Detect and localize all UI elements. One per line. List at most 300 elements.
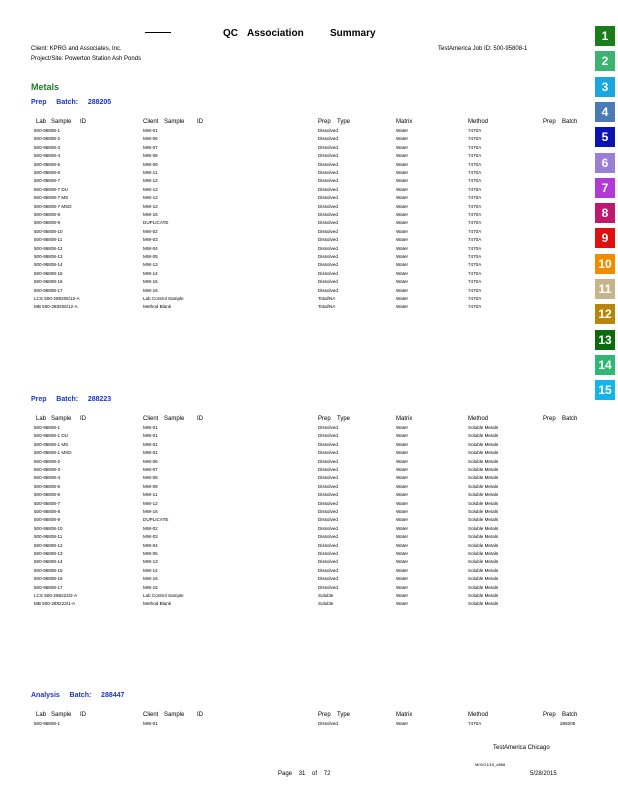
section-title-metals: Metals bbox=[31, 82, 60, 92]
table-row bbox=[0, 169, 600, 176]
cell-method: 7470A bbox=[468, 186, 482, 192]
section-tab-5[interactable]: 5 bbox=[595, 127, 615, 147]
cell-matrix: Water bbox=[396, 228, 409, 234]
batch-type: Analysis bbox=[31, 692, 60, 699]
cell-lab: 500-95808-8 bbox=[34, 212, 61, 217]
cell-method: Soluble Metals bbox=[468, 517, 499, 523]
cell-prep: Dissolved bbox=[318, 721, 338, 726]
cell-client: MW-01 bbox=[143, 128, 158, 133]
cell-client: MW-14 bbox=[143, 567, 158, 573]
cell-client: MW-15 bbox=[143, 287, 158, 293]
cell-method: 7470A bbox=[468, 304, 482, 310]
cell-matrix: Water bbox=[396, 584, 409, 590]
cell-lab: 500-95808-7 MSD bbox=[34, 203, 72, 209]
column-header-lab: Lab bbox=[36, 712, 47, 718]
cell-lab: 500-95808-4 bbox=[34, 153, 61, 159]
column-header-type: Type bbox=[337, 119, 351, 125]
section-tab-12[interactable]: 12 bbox=[595, 304, 615, 324]
table-row bbox=[0, 135, 600, 142]
cell-method: 7470A bbox=[468, 287, 482, 293]
cell-client: MW-05 bbox=[143, 551, 158, 556]
column-header-sample: Sample bbox=[51, 119, 72, 125]
cell-lab: 500-95808-14 bbox=[34, 559, 63, 565]
cell-method: Soluble Metals bbox=[468, 467, 499, 472]
cell-matrix: Water bbox=[396, 128, 409, 133]
cell-client: MW-12 bbox=[143, 203, 158, 209]
cell-prep: Dissolved bbox=[318, 500, 338, 506]
cell-method: Soluble Metals bbox=[468, 534, 499, 540]
cell-matrix: Water bbox=[396, 576, 409, 582]
table-row bbox=[0, 542, 600, 549]
table-row bbox=[0, 177, 600, 184]
cell-matrix: Water bbox=[396, 567, 409, 573]
cell-method: Soluble Metals bbox=[468, 576, 499, 582]
title-qc: QC bbox=[223, 28, 238, 39]
section-tab-4[interactable]: 4 bbox=[595, 102, 615, 122]
cell-client: MW-01 bbox=[143, 441, 158, 447]
cell-lab: 500-95808-11 bbox=[34, 237, 63, 243]
cell-lab: 500-95808-17 bbox=[34, 584, 63, 590]
cell-lab: 500-95808-13 bbox=[34, 551, 63, 556]
cell-method: 7470A bbox=[468, 195, 482, 201]
table-row bbox=[0, 236, 600, 243]
cell-client: Lab Control Sample bbox=[143, 296, 184, 301]
cell-prep: Dissolved bbox=[318, 425, 338, 430]
cell-matrix: Water bbox=[396, 534, 409, 540]
column-header-client-id: ID bbox=[197, 119, 203, 125]
cell-client: MW-15 bbox=[143, 576, 158, 582]
cell-method: Soluble Metals bbox=[468, 483, 499, 489]
table-row bbox=[0, 500, 600, 507]
column-header-client: Client bbox=[143, 712, 159, 718]
cell-method: 7470A bbox=[468, 153, 482, 159]
cell-matrix: Water bbox=[396, 287, 409, 293]
table-row bbox=[0, 186, 600, 193]
cell-prep: Dissolved bbox=[318, 178, 338, 184]
cell-prep: Dissolved bbox=[318, 467, 338, 472]
batch-number: 288447 bbox=[101, 692, 125, 699]
cell-lab: 500-95808-4 bbox=[34, 475, 61, 481]
column-header-id: ID bbox=[80, 119, 86, 125]
cell-matrix: Water bbox=[396, 441, 409, 447]
cell-prep: Dissolved bbox=[318, 584, 338, 590]
table-row bbox=[0, 194, 600, 201]
cell-lab: 500-95808-2 bbox=[34, 136, 61, 142]
cell-method: Soluble Metals bbox=[468, 475, 499, 481]
column-header-id: ID bbox=[80, 416, 86, 422]
cell-lab: 500-95808-5 bbox=[34, 161, 61, 167]
cell-lab: 500-95808-17 bbox=[34, 287, 63, 293]
column-header-client: Client bbox=[143, 119, 159, 125]
column-header-prep: Prep bbox=[318, 119, 331, 125]
cell-client: MW-12 bbox=[143, 178, 158, 184]
column-header-sample: Sample bbox=[51, 416, 72, 422]
section-tab-1[interactable]: 1 bbox=[595, 26, 615, 46]
cell-matrix: Water bbox=[396, 195, 409, 201]
cell-client: Lab Control Sample bbox=[143, 593, 184, 598]
cell-lab: 500-95808-7 MS bbox=[34, 195, 69, 201]
cell-lab: 500-95808-6 bbox=[34, 170, 61, 175]
cell-client: MW-08 bbox=[143, 475, 158, 481]
batch-label: Batch: bbox=[56, 99, 79, 106]
cell-lab: 500-95808-15 bbox=[34, 567, 63, 573]
table-row bbox=[0, 424, 600, 431]
cell-lab: 500-95808-12 bbox=[34, 245, 63, 251]
table-row bbox=[0, 516, 600, 523]
cell-prep: Dissolved bbox=[318, 144, 338, 150]
cell-prep: Dissolved bbox=[318, 475, 338, 481]
table-row bbox=[0, 303, 600, 310]
table-row bbox=[0, 152, 600, 159]
project-site: Project/Site: Powerton Station Ash Ponds bbox=[31, 56, 142, 62]
cell-matrix: Water bbox=[396, 304, 409, 310]
cell-method: 7470A bbox=[468, 136, 482, 142]
cell-client: MW-12 bbox=[143, 500, 158, 506]
cell-client: MW-12 bbox=[143, 195, 158, 201]
cell-method: 7470A bbox=[468, 721, 482, 726]
cell-method: 7470A bbox=[468, 144, 482, 150]
column-header-type: Type bbox=[337, 712, 351, 718]
cell-prep: Dissolved bbox=[318, 153, 338, 159]
cell-prep: Dissolved bbox=[318, 483, 338, 489]
table-row bbox=[0, 458, 600, 465]
column-header-prep-b: Prep bbox=[543, 712, 556, 718]
table-row bbox=[0, 228, 600, 235]
table-row bbox=[0, 474, 600, 481]
section-tab-14[interactable]: 14 bbox=[595, 355, 615, 375]
cell-matrix: Water bbox=[396, 509, 409, 514]
cell-matrix: Water bbox=[396, 270, 409, 276]
column-header-type: Type bbox=[337, 416, 351, 422]
cell-matrix: Water bbox=[396, 433, 409, 439]
table-row bbox=[0, 558, 600, 565]
cell-lab: 500-95808-2 bbox=[34, 458, 61, 464]
cell-prep: Dissolved bbox=[318, 161, 338, 167]
cell-method: 7470A bbox=[468, 237, 482, 243]
cell-lab: 500-95808-5 bbox=[34, 483, 61, 489]
table-row bbox=[0, 720, 600, 727]
cell-matrix: Water bbox=[396, 475, 409, 481]
cell-client: MW-13 bbox=[143, 262, 158, 268]
cell-prep: Soluble bbox=[318, 593, 334, 598]
column-header-row bbox=[0, 416, 600, 424]
cell-lab: LCS 500-288205/12-A bbox=[34, 296, 80, 301]
column-header-client-id: ID bbox=[197, 416, 203, 422]
cell-matrix: Water bbox=[396, 161, 409, 167]
batch-number: 288223 bbox=[87, 396, 112, 403]
cell-prep: Dissolved bbox=[318, 228, 338, 234]
section-tab-3[interactable]: 3 bbox=[595, 77, 615, 97]
cell-prep: Dissolved bbox=[318, 576, 338, 582]
cell-lab: 500-95808-1 DU bbox=[34, 433, 68, 439]
cell-method: Soluble Metals bbox=[468, 567, 499, 573]
cell-lab: 500-95808-3 bbox=[34, 144, 61, 150]
cell-lab: 500-95808-10 bbox=[34, 228, 63, 234]
table-row bbox=[0, 211, 600, 218]
batch-type: Prep bbox=[31, 99, 47, 106]
cell-matrix: Water bbox=[396, 601, 409, 607]
cell-lab: 500-95808-1 bbox=[34, 425, 61, 430]
section-tab-13[interactable]: 13 bbox=[595, 330, 615, 350]
table-row bbox=[0, 483, 600, 490]
cell-client: MW-13 bbox=[143, 559, 158, 565]
column-header-prep: Prep bbox=[318, 416, 331, 422]
cell-client: MW-01 bbox=[143, 433, 158, 439]
cell-method: Soluble Metals bbox=[468, 450, 499, 456]
cell-matrix: Water bbox=[396, 483, 409, 489]
cell-client: MW-01 bbox=[143, 721, 158, 726]
cell-lab: 500-95808-13 bbox=[34, 254, 63, 259]
cell-lab: 500-95808-9 bbox=[34, 220, 61, 226]
cell-matrix: Water bbox=[396, 254, 409, 259]
cell-method: 7470A bbox=[468, 220, 482, 226]
cell-client: MW-12 bbox=[143, 186, 158, 192]
cell-matrix: Water bbox=[396, 203, 409, 209]
footer-code: MIX/G1/15_#868 bbox=[475, 762, 506, 767]
cell-prep: Dissolved bbox=[318, 433, 338, 439]
cell-client: MW-06 bbox=[143, 458, 158, 464]
column-header-client-sample: Sample bbox=[164, 712, 185, 718]
column-header-client-sample: Sample bbox=[164, 416, 185, 422]
batch-title bbox=[31, 99, 111, 106]
cell-prep: Dissolved bbox=[318, 220, 338, 226]
section-tab-6[interactable]: 6 bbox=[595, 153, 615, 173]
table-row bbox=[0, 533, 600, 540]
title-association: Association bbox=[247, 28, 304, 39]
cell-client: MW-14 bbox=[143, 270, 158, 276]
cell-matrix: Water bbox=[396, 237, 409, 243]
cell-prep: Dissolved bbox=[318, 458, 338, 464]
cell-client: MW-16 bbox=[143, 212, 158, 217]
cell-method: 7470A bbox=[468, 279, 482, 285]
table-row bbox=[0, 127, 600, 134]
cell-prep: Dissolved bbox=[318, 262, 338, 268]
cell-prep: Dissolved bbox=[318, 136, 338, 142]
cell-method: 7470A bbox=[468, 262, 482, 268]
column-header-client-id: ID bbox=[197, 712, 203, 718]
cell-lab: 500-95808-11 bbox=[34, 534, 63, 540]
table-row bbox=[0, 144, 600, 151]
batch-number: 288205 bbox=[87, 99, 112, 106]
cell-prep: Dissolved bbox=[318, 525, 338, 531]
cell-prep: Dissolved bbox=[318, 245, 338, 251]
cell-prep: Dissolved bbox=[318, 517, 338, 523]
cell-client: MW-11 bbox=[143, 170, 158, 175]
cell-matrix: Water bbox=[396, 262, 409, 268]
cell-lab: 500-95808-1 bbox=[34, 128, 61, 133]
cell-client: MW-16 bbox=[143, 509, 158, 514]
cell-prep: Dissolved bbox=[318, 542, 338, 548]
cell-lab: 500-95808-7 DU bbox=[34, 186, 68, 192]
column-header-prep: Prep bbox=[318, 712, 331, 718]
cell-method: Soluble Metals bbox=[468, 458, 499, 464]
cell-lab: 500-95808-16 bbox=[34, 576, 63, 582]
table-row bbox=[0, 575, 600, 582]
cell-client: MW-02 bbox=[143, 525, 158, 531]
cell-method: 7470A bbox=[468, 228, 482, 234]
cell-client: DUPLICATE bbox=[143, 220, 169, 226]
cell-matrix: Water bbox=[396, 144, 409, 150]
cell-matrix: Water bbox=[396, 525, 409, 531]
cell-method: 7470A bbox=[468, 161, 482, 167]
table-row bbox=[0, 287, 600, 294]
cell-prep: Dissolved bbox=[318, 186, 338, 192]
cell-matrix: Water bbox=[396, 500, 409, 506]
cell-method: Soluble Metals bbox=[468, 559, 499, 565]
cell-prep: Dissolved bbox=[318, 534, 338, 540]
cell-client: MW-05 bbox=[143, 254, 158, 259]
cell-matrix: Water bbox=[396, 450, 409, 456]
cell-lab: 500-95808-7 bbox=[34, 178, 61, 184]
cell-prep: Dissolved bbox=[318, 441, 338, 447]
cell-lab: 500-95808-8 bbox=[34, 509, 61, 514]
cell-lab: MB 500-288223/1-A bbox=[34, 601, 76, 607]
footer-page bbox=[278, 770, 330, 778]
cell-prep: Dissolved bbox=[318, 128, 338, 133]
table-row bbox=[0, 525, 600, 532]
cell-prep: Dissolved bbox=[318, 450, 338, 456]
cell-matrix: Water bbox=[396, 559, 409, 565]
cell-matrix: Water bbox=[396, 186, 409, 192]
cell-client: MW-07 bbox=[143, 144, 158, 150]
cell-matrix: Water bbox=[396, 245, 409, 251]
table-row bbox=[0, 261, 600, 268]
batch-title bbox=[31, 396, 111, 403]
column-header-client: Client bbox=[143, 416, 159, 422]
column-header-sample: Sample bbox=[51, 712, 72, 718]
cell-prep: Dissolved bbox=[318, 170, 338, 175]
cell-method: Soluble Metals bbox=[468, 593, 499, 598]
cell-method: 7470A bbox=[468, 212, 482, 217]
cell-matrix: Water bbox=[396, 458, 409, 464]
table-row bbox=[0, 449, 600, 456]
column-header-prep-b: Prep bbox=[543, 416, 556, 422]
job-id: TestAmerica Job ID: 500-95808-1 bbox=[438, 46, 528, 52]
cell-matrix: Water bbox=[396, 136, 409, 142]
table-row bbox=[0, 466, 600, 473]
table-row bbox=[0, 441, 600, 448]
cell-matrix: Water bbox=[396, 492, 409, 498]
cell-prep: Dissolved bbox=[318, 254, 338, 259]
column-header-matrix: Matrix bbox=[396, 119, 413, 125]
cell-prep: Dissolved bbox=[318, 551, 338, 556]
title-summary: Summary bbox=[330, 28, 376, 39]
cell-method: Soluble Metals bbox=[468, 500, 499, 506]
cell-pb: 288205 bbox=[560, 721, 576, 726]
cell-client: MW-08 bbox=[143, 153, 158, 159]
cell-method: 7470A bbox=[468, 128, 482, 133]
cell-prep: Dissolved bbox=[318, 195, 338, 201]
table-row bbox=[0, 584, 600, 591]
table-row bbox=[0, 203, 600, 210]
table-row bbox=[0, 278, 600, 285]
cell-prep: Dissolved bbox=[318, 492, 338, 498]
cell-client: MW-04 bbox=[143, 542, 158, 548]
table-row bbox=[0, 219, 600, 226]
cell-lab: 500-95808-12 bbox=[34, 542, 63, 548]
cell-prep: Total/NA bbox=[318, 304, 336, 310]
section-tab-10[interactable]: 10 bbox=[595, 254, 615, 274]
column-header-lab: Lab bbox=[36, 416, 47, 422]
cell-matrix: Water bbox=[396, 517, 409, 523]
batch-label: Batch: bbox=[56, 396, 79, 403]
cell-client: MW-03 bbox=[143, 534, 158, 540]
cell-prep: Dissolved bbox=[318, 203, 338, 209]
cell-matrix: Water bbox=[396, 279, 409, 285]
table-row bbox=[0, 567, 600, 574]
table-row bbox=[0, 295, 600, 302]
cell-method: Soluble Metals bbox=[468, 441, 499, 447]
table-row bbox=[0, 550, 600, 557]
page-total: 72 bbox=[323, 771, 331, 777]
section-tab-8[interactable]: 8 bbox=[595, 203, 615, 223]
cell-matrix: Water bbox=[396, 542, 409, 548]
table-row bbox=[0, 253, 600, 260]
cell-prep: Dissolved bbox=[318, 567, 338, 573]
table-row bbox=[0, 161, 600, 168]
cell-lab: 500-95808-15 bbox=[34, 270, 63, 276]
cell-matrix: Water bbox=[396, 212, 409, 217]
cell-client: MW-06 bbox=[143, 136, 158, 142]
cell-lab: LCS 500-288223/2-A bbox=[34, 593, 78, 598]
cell-matrix: Water bbox=[396, 467, 409, 472]
section-tab-7[interactable]: 7 bbox=[595, 178, 615, 198]
cell-prep: Dissolved bbox=[318, 212, 338, 217]
column-header-row bbox=[0, 712, 600, 720]
cell-matrix: Water bbox=[396, 220, 409, 226]
cell-client: MW-15 bbox=[143, 584, 158, 590]
column-header-lab: Lab bbox=[36, 119, 47, 125]
cell-method: Soluble Metals bbox=[468, 601, 499, 607]
cell-client: MW-03 bbox=[143, 237, 158, 243]
table-row bbox=[0, 245, 600, 252]
cell-matrix: Water bbox=[396, 551, 409, 556]
cell-lab: 500-95808-7 bbox=[34, 500, 61, 506]
section-tab-9[interactable]: 9 bbox=[595, 228, 615, 248]
cell-method: Soluble Metals bbox=[468, 584, 499, 590]
cell-client: MW-11 bbox=[143, 492, 158, 498]
table-row bbox=[0, 592, 600, 599]
batch-type: Prep bbox=[31, 396, 47, 403]
table-row bbox=[0, 432, 600, 439]
cell-client: MW-09 bbox=[143, 483, 158, 489]
section-tab-11[interactable]: 11 bbox=[595, 279, 615, 299]
cell-lab: 500-95808-6 bbox=[34, 492, 61, 498]
column-header-batch: Batch bbox=[562, 119, 578, 125]
cell-client: MW-02 bbox=[143, 228, 158, 234]
cell-matrix: Water bbox=[396, 425, 409, 430]
cell-method: 7470A bbox=[468, 245, 482, 251]
cell-method: 7470A bbox=[468, 178, 482, 184]
table-row bbox=[0, 600, 600, 607]
section-tab-15[interactable]: 15 bbox=[595, 380, 615, 400]
cell-lab: 500-95808-1 MSD bbox=[34, 450, 72, 456]
cell-client: Method Blank bbox=[143, 304, 172, 310]
cell-matrix: Water bbox=[396, 178, 409, 184]
section-tab-2[interactable]: 2 bbox=[595, 51, 615, 71]
cell-client: MW-09 bbox=[143, 161, 158, 167]
cell-method: 7470A bbox=[468, 254, 482, 259]
column-header-matrix: Matrix bbox=[396, 712, 413, 718]
cell-lab: MB 500-288205/12-A bbox=[34, 304, 78, 310]
footer-date: 5/28/2015 bbox=[530, 771, 557, 777]
column-header-method: Method bbox=[468, 119, 489, 125]
cell-lab: 500-95808-14 bbox=[34, 262, 63, 268]
column-header-matrix: Matrix bbox=[396, 416, 413, 422]
cell-prep: Dissolved bbox=[318, 270, 338, 276]
cell-client: MW-01 bbox=[143, 450, 158, 456]
column-header-id: ID bbox=[80, 712, 86, 718]
